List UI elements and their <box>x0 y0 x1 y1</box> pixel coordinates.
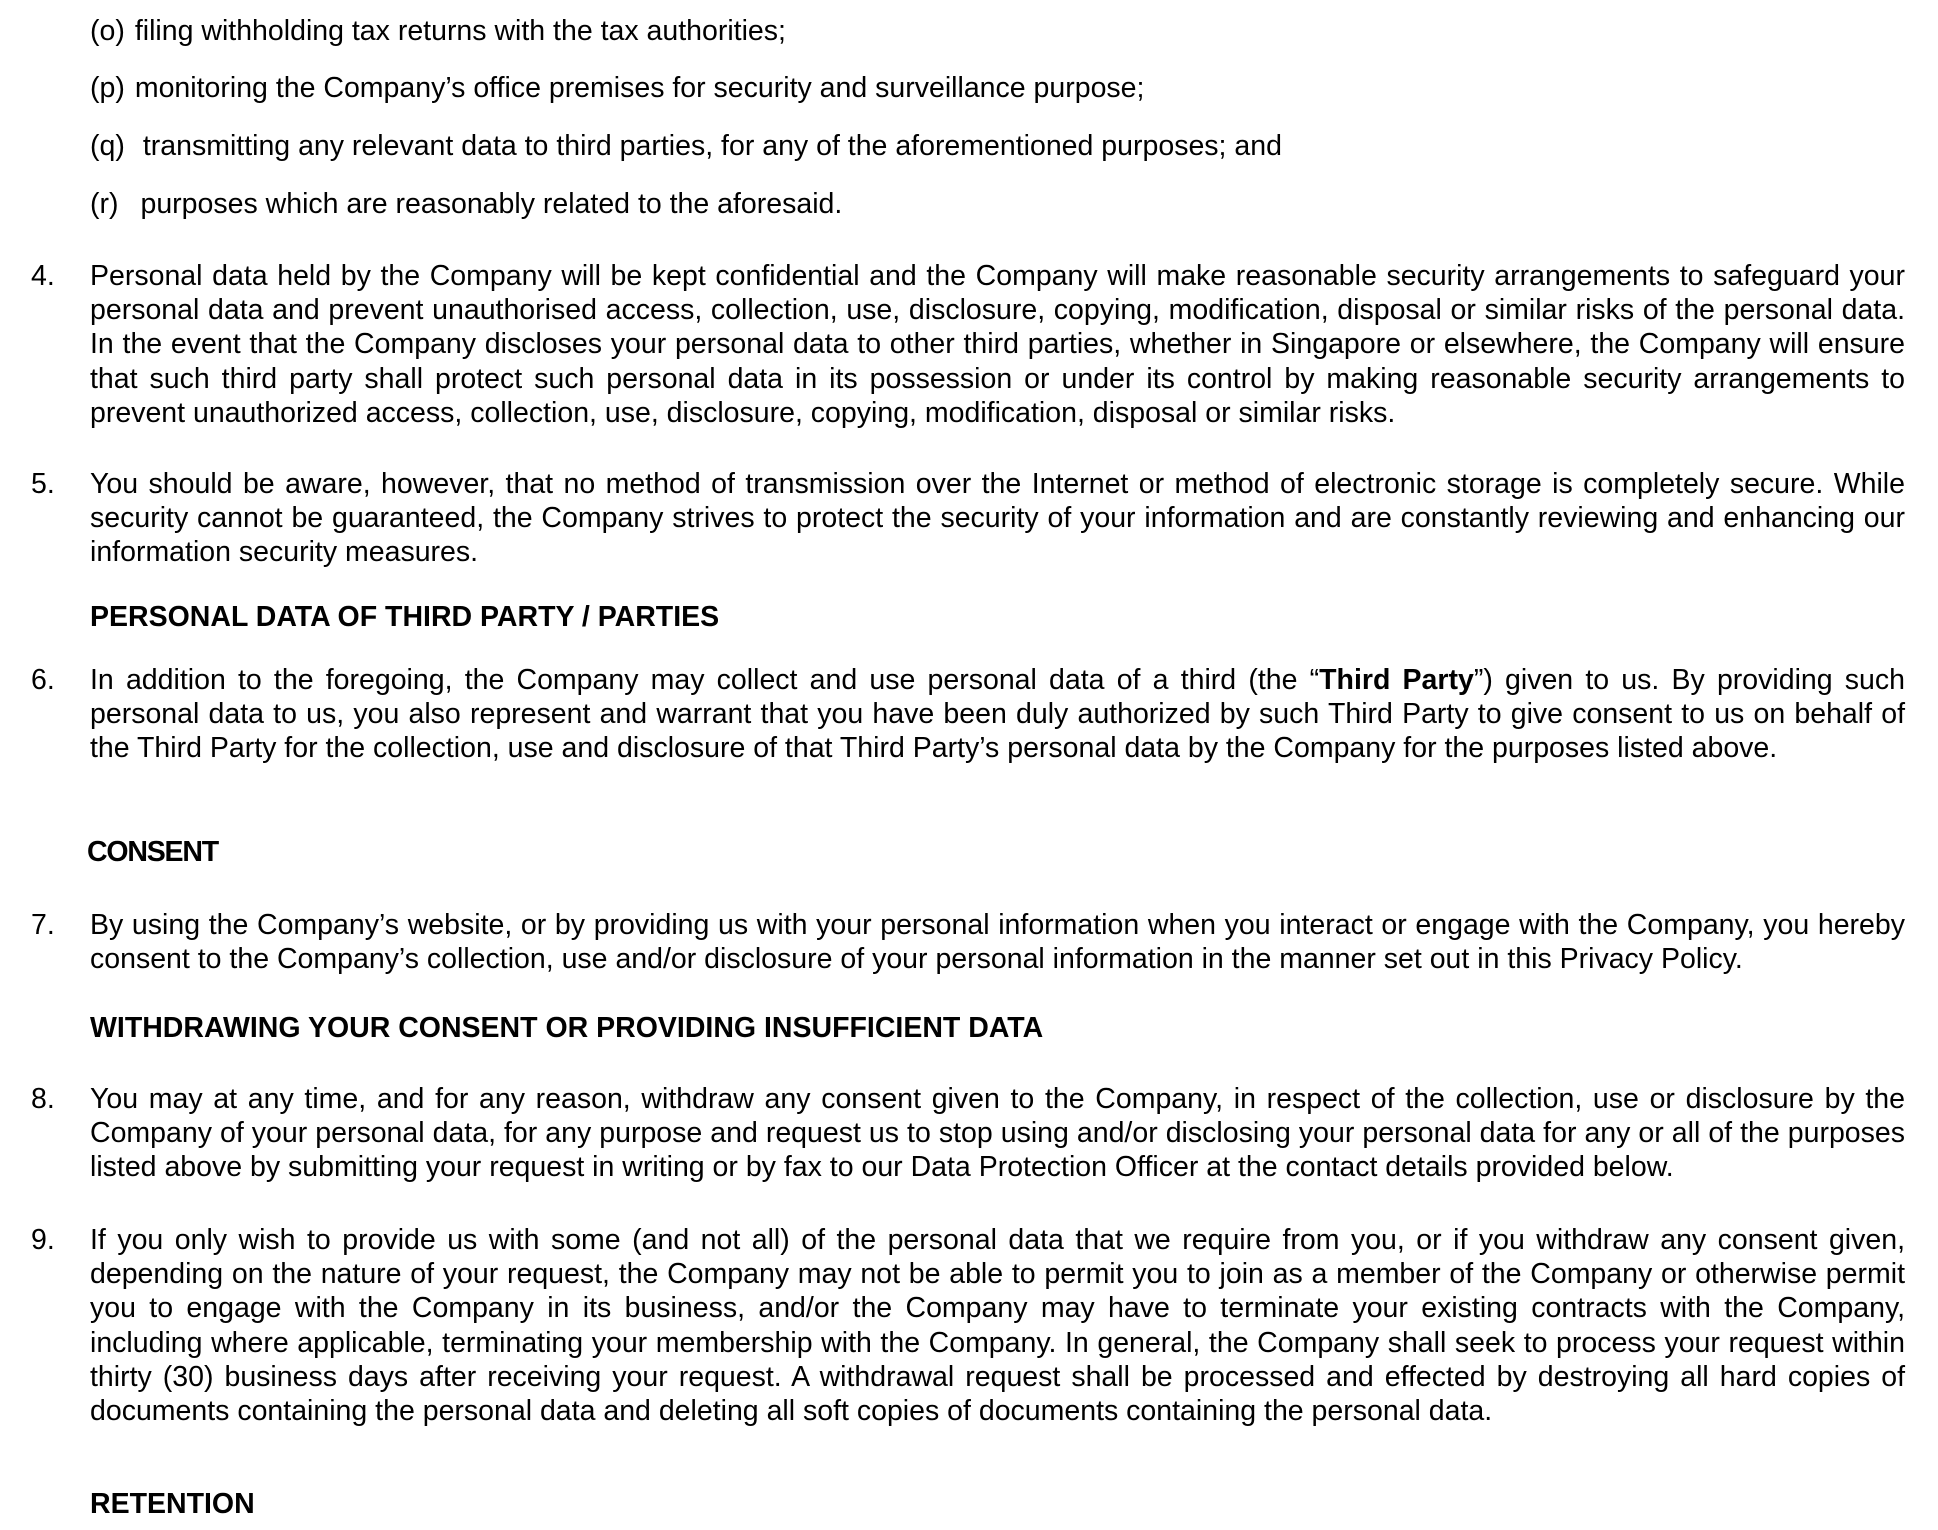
paragraph-number: 5. <box>31 468 55 500</box>
paragraph-number: 4. <box>31 260 55 292</box>
sub-item-o <box>90 14 786 48</box>
sub-item-r <box>90 187 842 221</box>
sub-item-label: (q) <box>90 130 125 162</box>
section-heading-consent: CONSENT <box>87 836 218 868</box>
paragraph-number: 6. <box>31 664 55 696</box>
paragraph-text: You should be aware, however, that no method of transmission over the Internet or method of electronic storage is completely secure. While security cannot be guaranteed, the Company strives to protect the security of your information and are constantly reviewing and enhancing our information security measures. <box>90 468 1905 569</box>
paragraph-number: 7. <box>31 909 55 941</box>
paragraph-number: 8. <box>31 1083 55 1115</box>
paragraph-text-start: In addition to the foregoing, the Company may collect and use personal data of a third (the “ <box>90 664 1320 696</box>
sub-item-label: (p) <box>90 72 125 104</box>
paragraph-text: If you only wish to provide us with some (and not all) of the personal data that we require from you, or if you withdraw any consent given, depending on the nature of your request, the Company may not be able to permit you to join as a member of the Company or otherwise permit you to engage with the Company in its business, and/or the Company may have to terminate your existing contracts with the Company, including where applicable, terminating your membership with the Company. In general, the Company shall seek to process your request within thirty (30) business days after receiving your request. A withdrawal request shall be processed and effected by destroying all hard copies of documents containing the personal data and deleting all soft copies of documents containing the personal data. <box>90 1224 1905 1428</box>
sub-item-p <box>90 71 1144 105</box>
paragraph-text: You may at any time, and for any reason, withdraw any consent given to the Company, in respect of the collection, use or disclosure by the Company of your personal data, for any purpose and request us to stop using and/or disclosing your personal data for any or all of the purposes listed above by submitting your request in writing or by fax to our Data Protection Officer at the contact details provided below. <box>90 1083 1905 1184</box>
paragraph-number: 9. <box>31 1224 55 1256</box>
sub-item-text: purposes which are reasonably related to the aforesaid. <box>140 188 843 220</box>
section-heading-third-party: PERSONAL DATA OF THIRD PARTY / PARTIES <box>90 601 720 633</box>
defined-term: Third Party <box>1319 664 1474 696</box>
sub-item-label: (o) <box>90 15 125 47</box>
paragraph-text: By using the Company’s website, or by providing us with your personal information when you interact or engage with the Company, you hereby consent to the Company’s collection, use and/or disclosure of your personal information in the manner set out in this Privacy Policy. <box>90 909 1905 976</box>
sub-item-q <box>90 129 1282 163</box>
paragraph-text-end: ”) given to us. By providing such personal data to us, you also represent and warrant that you have been duly authorized by such Third Party to give consent to us on behalf of the Third Party for the collection, use and disclosure of that Third Party’s personal data by the Company for the purposes listed above. <box>90 664 1905 765</box>
sub-item-text: transmitting any relevant data to third parties, for any of the aforementioned purposes; and <box>142 130 1282 162</box>
section-heading-withdrawing: WITHDRAWING YOUR CONSENT OR PROVIDING INSUFFICIENT DATA <box>90 1012 1044 1044</box>
sub-item-text: filing withholding tax returns with the tax authorities; <box>134 15 786 47</box>
section-heading-retention: RETENTION <box>90 1488 255 1520</box>
paragraph-text: Personal data held by the Company will be kept confidential and the Company will make reasonable security arrangements to safeguard your personal data and prevent unauthorised access, collection, use, disclosure, copying, modification, disposal or similar risks of the personal data. In the event that the Company discloses your personal data to other third parties, whether in Singapore or elsewhere, the Company will ensure that such third party shall protect such personal data in its possession or under its control by making reasonable security arrangements to prevent unauthorized access, collection, use, disclosure, copying, modification, disposal or similar risks. <box>90 260 1905 429</box>
sub-item-text: monitoring the Company’s office premises for security and surveillance purpose; <box>134 72 1145 104</box>
sub-item-label: (r) <box>90 188 119 220</box>
paragraph-text <box>90 663 1905 766</box>
